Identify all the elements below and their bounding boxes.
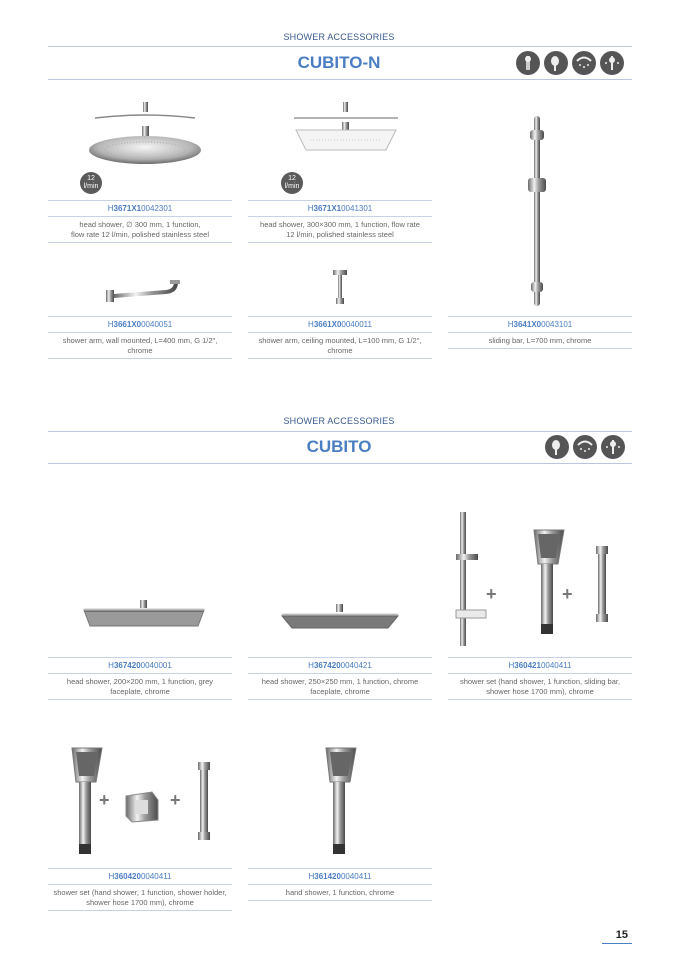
hand-shower-spray-icon — [544, 51, 568, 75]
divider — [48, 46, 632, 47]
square-head-shower-image — [290, 100, 402, 160]
wall-shower-arm-image — [104, 278, 184, 306]
section-label: SHOWER ACCESSORIES — [283, 416, 395, 426]
sliding-bar-image — [452, 510, 488, 648]
rain-spray-icon — [573, 435, 597, 459]
product-code: H3671X10041301 — [307, 204, 373, 213]
product-code: H3614200040411 — [308, 872, 372, 881]
product-description: head shower, ∅ 300 mm, 1 function, flow rate 12 l/min, polished stainless steel — [71, 220, 209, 239]
flow-rate-badge: 12 l/min — [281, 172, 303, 194]
flow-rate-badge: 12 l/min — [80, 172, 102, 194]
plus-sign: + — [562, 584, 573, 604]
hand-shower-spray-icon — [545, 435, 569, 459]
square-head-shower-chrome-image — [280, 602, 400, 632]
product-description: head shower, 200×200 mm, 1 function, grey faceplate, chrome — [66, 677, 214, 696]
plus-sign: + — [99, 790, 110, 810]
divider — [48, 216, 232, 217]
shower-hose-image — [194, 760, 214, 844]
product-code: H3604210040411 — [508, 661, 572, 670]
product-code: H3604200040411 — [108, 872, 172, 881]
product-description: head shower, 250×250 mm, 1 function, chrome faceplate, chrome — [261, 677, 419, 696]
page-number-underline — [602, 943, 632, 944]
product-description: shower arm, wall mounted, L=400 mm, G 1/2", chrome — [62, 336, 218, 355]
rain-spray-icon — [572, 51, 596, 75]
page-number: 15 — [615, 929, 628, 941]
shower-holder-image — [122, 790, 162, 824]
round-head-shower-image — [85, 100, 205, 170]
product-description: shower set (hand shower, 1 function, sliding bar, shower hose 1700 mm), chrome — [459, 677, 621, 696]
hand-shower-image — [526, 528, 568, 638]
divider — [48, 242, 232, 243]
product-code: H3671X10042301 — [107, 204, 173, 213]
product-description: shower arm, ceiling mounted, L=100 mm, G 1/2", chrome — [258, 336, 422, 355]
product-description: shower set (hand shower, 1 function, shower holder, shower hose 1700 mm), chrome — [53, 888, 227, 907]
divider — [48, 200, 232, 201]
product-description: hand shower, 1 function, chrome — [285, 888, 395, 897]
product-code: H3674200040421 — [308, 661, 372, 670]
product-description: head shower, 300×300 mm, 1 function, flow rate 12 l/min, polished stainless steel — [260, 220, 420, 239]
section-label: SHOWER ACCESSORIES — [283, 32, 395, 42]
section-title: CUBITO — [306, 437, 372, 456]
section-title: CUBITO-N — [297, 53, 381, 72]
ceiling-shower-arm-image — [330, 268, 350, 308]
wall-shower-icon — [601, 435, 625, 459]
product-code: H3674200040001 — [108, 661, 172, 670]
feature-icons — [545, 435, 625, 459]
hand-shower-image — [318, 746, 360, 858]
shower-hose-image — [592, 544, 612, 626]
wall-shower-icon — [600, 51, 624, 75]
divider — [48, 79, 632, 80]
square-head-shower-grey-image — [80, 598, 208, 632]
gear-shower-icon — [516, 51, 540, 75]
product-code: H3661X00040051 — [107, 320, 173, 329]
product-description: sliding bar, L=700 mm, chrome — [488, 336, 592, 345]
product-code: H3641X00043101 — [507, 320, 573, 329]
plus-sign: + — [486, 584, 497, 604]
sliding-bar-image — [522, 112, 552, 308]
product-code: H3661X00040011 — [308, 320, 372, 329]
plus-sign: + — [170, 790, 181, 810]
feature-icons — [516, 51, 624, 75]
